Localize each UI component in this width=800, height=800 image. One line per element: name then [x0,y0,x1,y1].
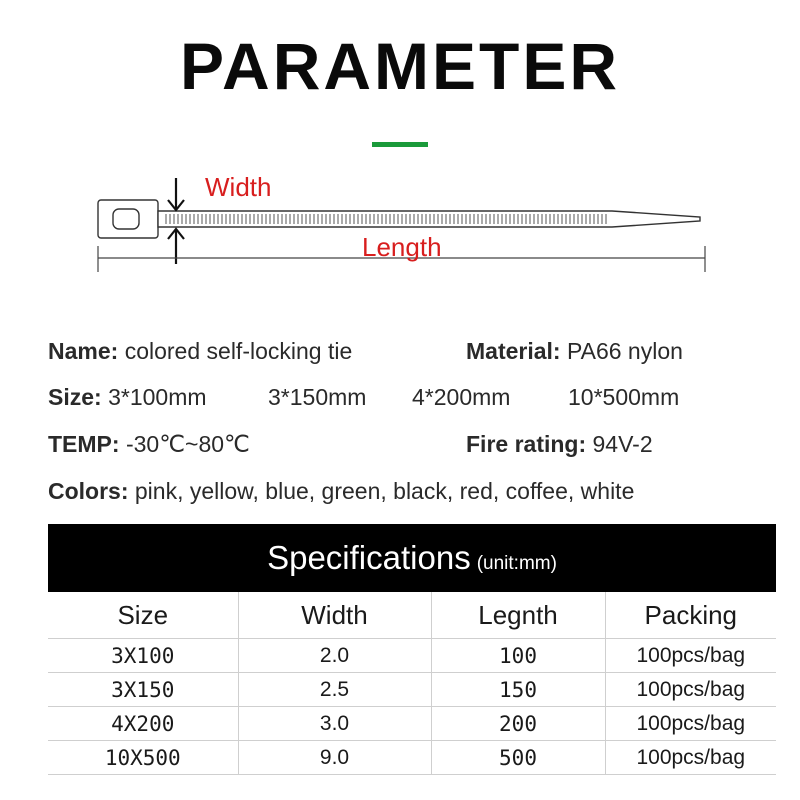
cell-size: 10X500 [48,741,238,775]
cell-width: 3.0 [238,707,431,741]
info-row-colors [48,478,634,505]
info-row-name [48,338,352,365]
fire-value: 94V-2 [586,431,653,457]
cell-packing: 100pcs/bag [605,741,776,775]
info-row-material [466,338,683,365]
cell-length: 150 [431,673,605,707]
material-value: PA66 nylon [560,338,683,364]
col-header-width: Width [238,592,431,639]
info-row-temp [48,431,250,458]
info-row-fire [466,431,653,458]
cell-size: 3X150 [48,673,238,707]
cell-packing: 100pcs/bag [605,673,776,707]
material-key: Material: [466,338,561,364]
cell-packing: 100pcs/bag [605,639,776,673]
temp-key: TEMP: [48,431,120,457]
table-row [48,639,776,673]
table-row [48,741,776,775]
spec-table-title [48,524,776,592]
cell-size: 3X100 [48,639,238,673]
table-row [48,673,776,707]
col-header-size: Size [48,592,238,639]
size-value-4: 10*500mm [568,384,680,410]
tie-head-slot [113,209,139,229]
accent-bar [372,142,428,147]
size-key: Size: [48,384,102,410]
cell-width: 2.0 [238,639,431,673]
fire-key: Fire rating: [466,431,587,457]
width-label: Width [205,172,272,202]
spec-table [48,524,776,775]
spec-table-header-row [48,592,776,639]
col-header-length: Legnth [431,592,605,639]
name-value: colored self-locking tie [118,338,353,364]
size-value-3: 4*200mm [412,384,511,410]
table-row [48,707,776,741]
colors-key: Colors: [48,478,129,504]
cable-tie-diagram [0,160,800,290]
spec-title-text: Specifications [267,539,471,576]
page-title: PARAMETER [179,29,621,103]
cell-length: 200 [431,707,605,741]
cell-width: 2.5 [238,673,431,707]
cell-length: 100 [431,639,605,673]
cell-length: 500 [431,741,605,775]
name-key: Name: [48,338,119,364]
spec-table-title-row [48,524,776,592]
cell-width: 9.0 [238,741,431,775]
colors-value: pink, yellow, blue, green, black, red, coffee, white [128,478,635,504]
tie-strap [158,211,700,227]
info-row-size [48,384,207,411]
size-value-1: 3*100mm [101,384,207,410]
temp-value: -30℃~80℃ [119,431,250,457]
cell-packing: 100pcs/bag [605,707,776,741]
cell-size: 4X200 [48,707,238,741]
spec-unit-text: (unit:mm) [476,553,557,574]
size-value-2: 3*150mm [268,384,367,410]
col-header-packing: Packing [605,592,776,639]
length-label: Length [362,232,442,262]
